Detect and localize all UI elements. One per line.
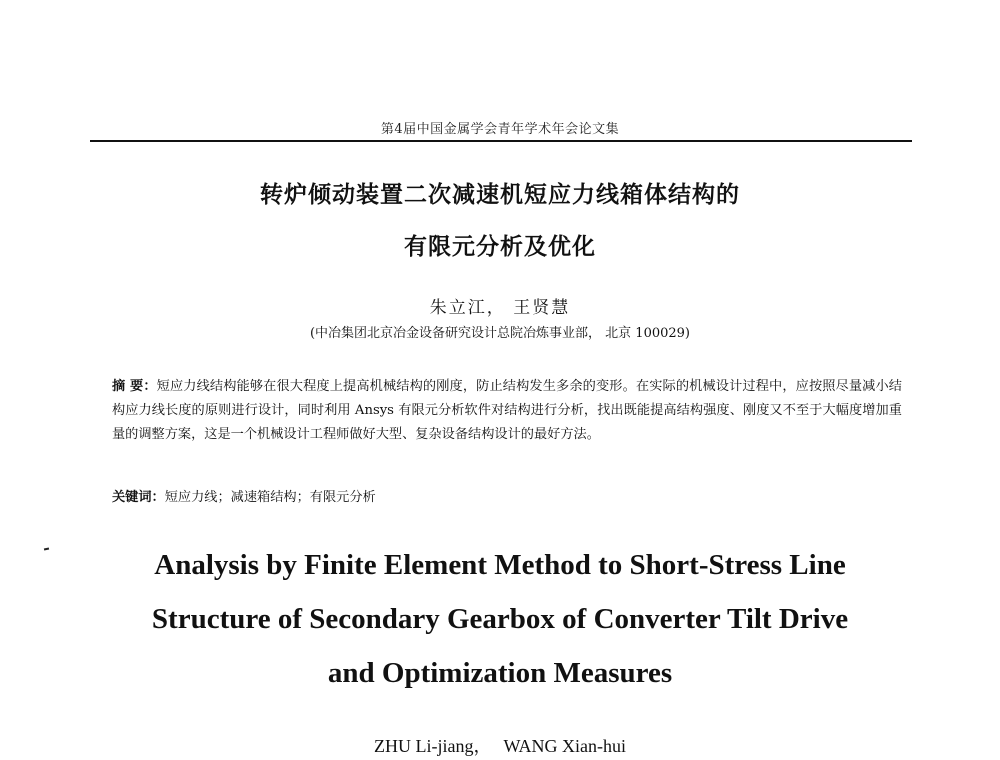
en-title-line2: Structure of Secondary Gearbox of Converter Tilt Drive <box>151 603 849 635</box>
cn-title-line1: 转炉倾动装置二次减速机短应力线箱体结构的 <box>260 182 740 208</box>
cn-affiliation: (中冶集团北京冶金设备研究设计总院冶炼事业部， 北京 100029) <box>309 326 691 341</box>
en-title-line1: Analysis by Finite Element Method to Short-Stress Line <box>154 549 846 581</box>
header-rule <box>90 140 912 142</box>
en-author-1: ZHU Li-jiang， <box>374 736 492 756</box>
keywords-text: 短应力线；减速箱结构；有限元分析 <box>164 490 376 505</box>
abstract-label: 摘 要： <box>112 379 157 394</box>
cn-authors: 朱立江， 王贤慧 <box>429 298 571 318</box>
en-title-line3: and Optimization Measures <box>327 657 673 689</box>
cn-title-line2: 有限元分析及优化 <box>404 234 596 260</box>
en-authors <box>0 732 1000 758</box>
cn-abstract <box>112 375 902 447</box>
keywords-label: 关键词： <box>112 490 165 505</box>
cn-keywords <box>112 486 902 505</box>
abstract-text: 短应力线结构能够在很大程度上提高机械结构的刚度，防止结构发生多余的变形。在实际的机械设计过程中，应按照尽量减小结构应力线长度的原则进行设计，同时利用 Ansys 有限元分析软件对结构进行分析，找出既能提高结构强度、刚度又不至于大幅度增加重量的调整方案，这是一个机械设计工程师做好大型、复杂设备结构设计的最好方法。 <box>112 379 902 442</box>
en-author-2: WANG Xian-hui <box>503 736 626 756</box>
proceedings-header: 第4届中国金属学会青年学术年会论文集 <box>380 122 620 137</box>
